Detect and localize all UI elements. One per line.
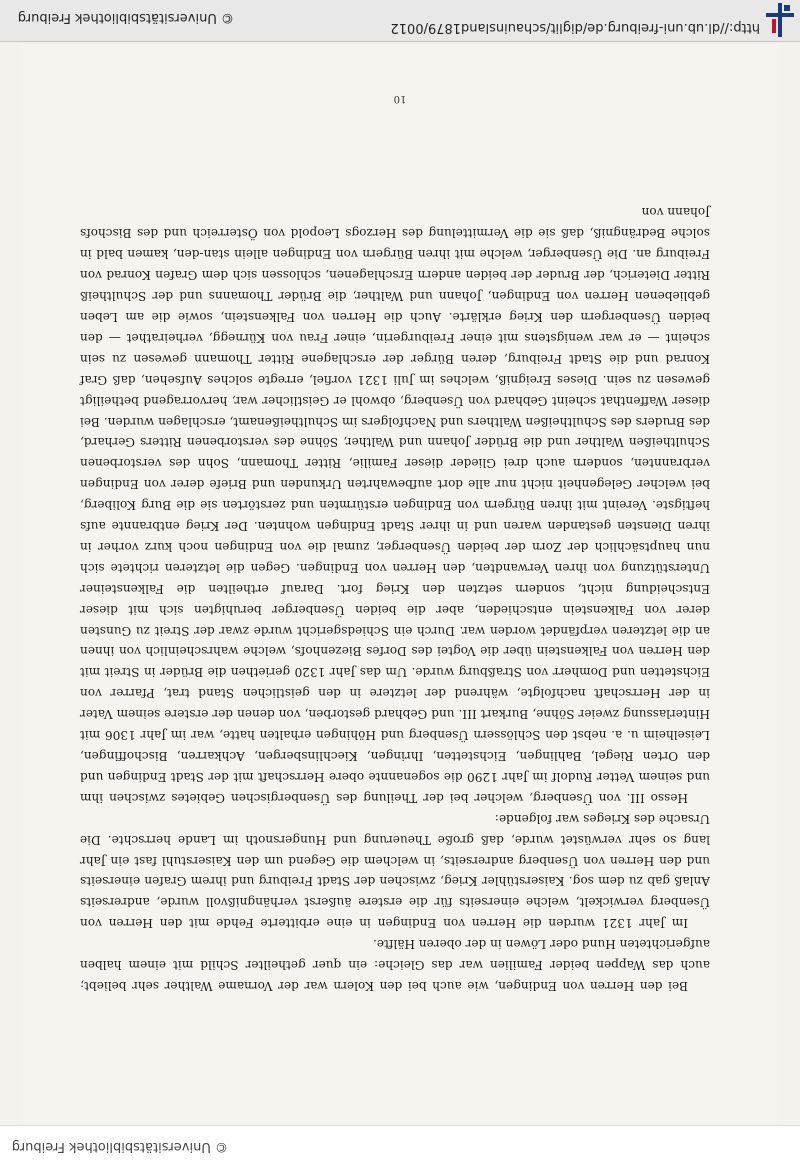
- library-logo-icon: [764, 3, 794, 37]
- viewer-footer: [0, 0, 800, 42]
- footer-url[interactable]: http://dl.ub.uni-freiburg.de/diglit/schauinsland1879/0012: [390, 20, 760, 35]
- paragraph: Im Jahr 1321 wurden die Herren von Endingen in eine erbitterte Fehde mit den Herren von Üsenberg verwickelt, welche einerseits für die erstere äußerst verhängnißvoll wurde, andrerseits Anlaß gab zu dem sog. Kaiserstühler Krieg, zwischen der Stadt Freiburg und ihrem Grafen einerseits und den Herren von Üsenberg andrerseits, in welchem die Gegend um den Kaiserstuhl fast ein Jahr lang so sehr verwüstet wurde, daß große Theuerung und Hungersnoth im Lande herrschte. Die Ursache des Krieges war folgende:: [80, 811, 710, 931]
- paragraph: Hesso III. von Üsenberg, welcher bei der Theilung des Üsenbergischen Gebietes zwischen ihm und seinem Vetter Rudolf im Jahr 1290 die sogenannte obere Herrschaft mit der Stadt Endingen und den Orten Riegel, Bahlingen, Eichstetten, Ihringen, Kiechlinsbergen, Achkarren, Bischoffingen, Leiselheim u. a. nebst den Schlössern Üsenberg und Höhingen erhalten hatte, war im Jahr 1306 mit Hinterlassung zweier Söhne, Burkart III. und Gebhard gestorben, von denen der erstere seinem Vater in der Herrschaft nachfolgte, während der letztere in den geistlichen Stand trat, Pfarrer von Eichstetten und Domherr von Straßburg wurde. Um das Jahr 1320 geriethen die Brüder in Streit mit den Herren von Falkenstein über die Vogtei des Dorfes Biezenhofs, welche wahrscheinlich von ihnen an die letzteren verpfändet worden war. Durch ein Schiedsgericht wurde zwar der Streit zu Gunsten derer von Falkenstein entschieden, aber die beiden Üsenberger beruhigten sich mit dieser Entscheidung nicht, sondern setzten den Krieg fort. Darauf ertheilten die Falkensteiner Unterstützung von ihren Verwandten, den Herren von Endingen. Gegen die letzteren richtete sich nun hauptsächlich der Zorn der beiden Üsenberger, zumal die von Endingen noch kurz vorher in ihren Diensten gestanden waren und in ihrer Stadt Endingen wohnten. Der Krieg entbrannte aufs heftigste. Vereint mit ihren Bürgern von Endingen erstürmten und zerstörten sie die Burg Koliberg, bei welcher Gelegenheit nicht nur alle dort aufbewahrten Urkunden und Briefe derer von Endingen verbrannten, sondern auch drei Glieder dieser Familie, Ritter Thomann, Sohn des verstorbenen Schultheißen Walther und die Brüder Johann und Walther, Söhne des verstorbenen Ritters Gerhard, des Bruders des Schultheißen Walthers und Nachfolgers im Schultheißenamt, erschlagen wurden. Bei dieser Waffenthat scheint Gebhard von Üsenberg, obwohl er Geistlicher war, hervorragend betheiligt gewesen zu sein. Dieses Ereigniß, welches im Juli 1321 vorfiel, erregte solches Aufsehen, daß Graf Konrad und die Stadt Freiburg, deren Bürger der erschlagene Ritter Thomann gewesen zu sein scheint — er war wenigstens mit einer Freiburgerin, einer Frau von Kürnegg, verheirathet — den beiden Üsenbergern den Krieg erklärte. Auch die Herren von Falkenstein, sowie die am Leben gebliebenen Herren von Endingen, Johann und Walther, die Brüder Thomanns und der Schultheiß Ritter Dieterich, der Bruder der beiden andern Erschlagenen, schlossen sich dem Grafen Konrad von Freiburg an. Die Üsenberger, welche mit ihren Bürgern von Endingen allein stan-den, kamen bald in solche Bedrängniß, daß sie die Vermittelung des Herzogs Leopold von Österreich und des Bischofs Johann von: [80, 205, 710, 805]
- header-copyright: © Universitätsbibliothek Freiburg: [11, 1139, 228, 1154]
- paragraph: Bei den Herren von Endingen, wie auch bei den Kolern war der Vorname Walther sehr beliebt; auch das Wappen beider Familien war das Gleiche: ein quer getheilter Schild mit einem halben aufgerichteten Hund oder Löwen in der oberen Hälfte.: [80, 937, 710, 993]
- viewer-header: [0, 1125, 800, 1166]
- document-page: [20, 44, 780, 1122]
- page-text: [80, 202, 710, 996]
- footer-copyright: © Universitätsbibliothek Freiburg: [17, 10, 234, 25]
- page-number: 10: [393, 93, 407, 104]
